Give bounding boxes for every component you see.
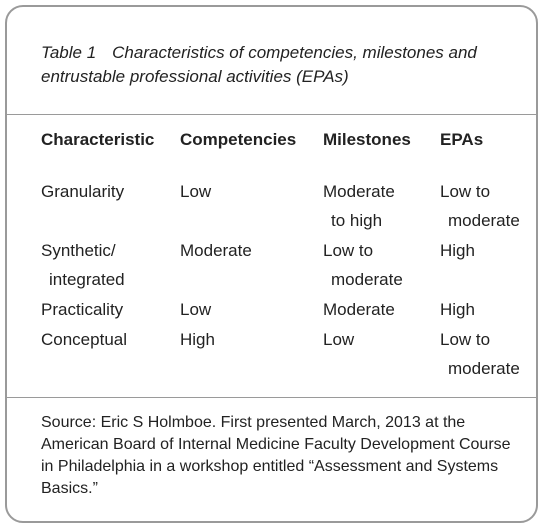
table-label: Table 1 [41, 43, 97, 62]
cell-milestones: Moderate to high [323, 182, 395, 230]
cell-milestones: Moderate [323, 300, 395, 319]
cell-characteristic: Conceptual [41, 330, 128, 349]
header-competencies: Competencies [180, 130, 297, 149]
cell-competencies: High [180, 330, 215, 349]
cell-characteristic: Practicality [41, 300, 124, 319]
header-characteristic: Characteristic [41, 130, 155, 149]
table-frame [5, 5, 538, 523]
cell-characteristic: Synthetic/ integrated [41, 241, 125, 289]
table-title: Characteristics of competencies, milestones and entrustable professional activities (EPAs) [41, 43, 477, 86]
cell-competencies: Low [180, 182, 212, 201]
table-caption [41, 41, 521, 89]
header-milestones: Milestones [323, 130, 411, 149]
cell-epas: High [440, 241, 475, 260]
table-footer-divider [7, 397, 536, 398]
cell-epas: Low to moderate [440, 330, 520, 378]
caption-divider [7, 114, 536, 115]
cell-competencies: Moderate [180, 241, 252, 260]
cell-epas: Low to moderate [440, 182, 520, 230]
cell-milestones: Low to moderate [323, 241, 403, 289]
cell-competencies: Low [180, 300, 212, 319]
table-source-note: Source: Eric S Holmboe. First presented March, 2013 at the American Board of Internal Medicine Faculty Development Course in Philadelphia in a workshop entitled “Assessment and Systems Basics.” [41, 414, 511, 497]
cell-characteristic: Granularity [41, 182, 125, 201]
cell-milestones: Low [323, 330, 355, 349]
cell-epas: High [440, 300, 475, 319]
header-epas: EPAs [440, 130, 484, 149]
